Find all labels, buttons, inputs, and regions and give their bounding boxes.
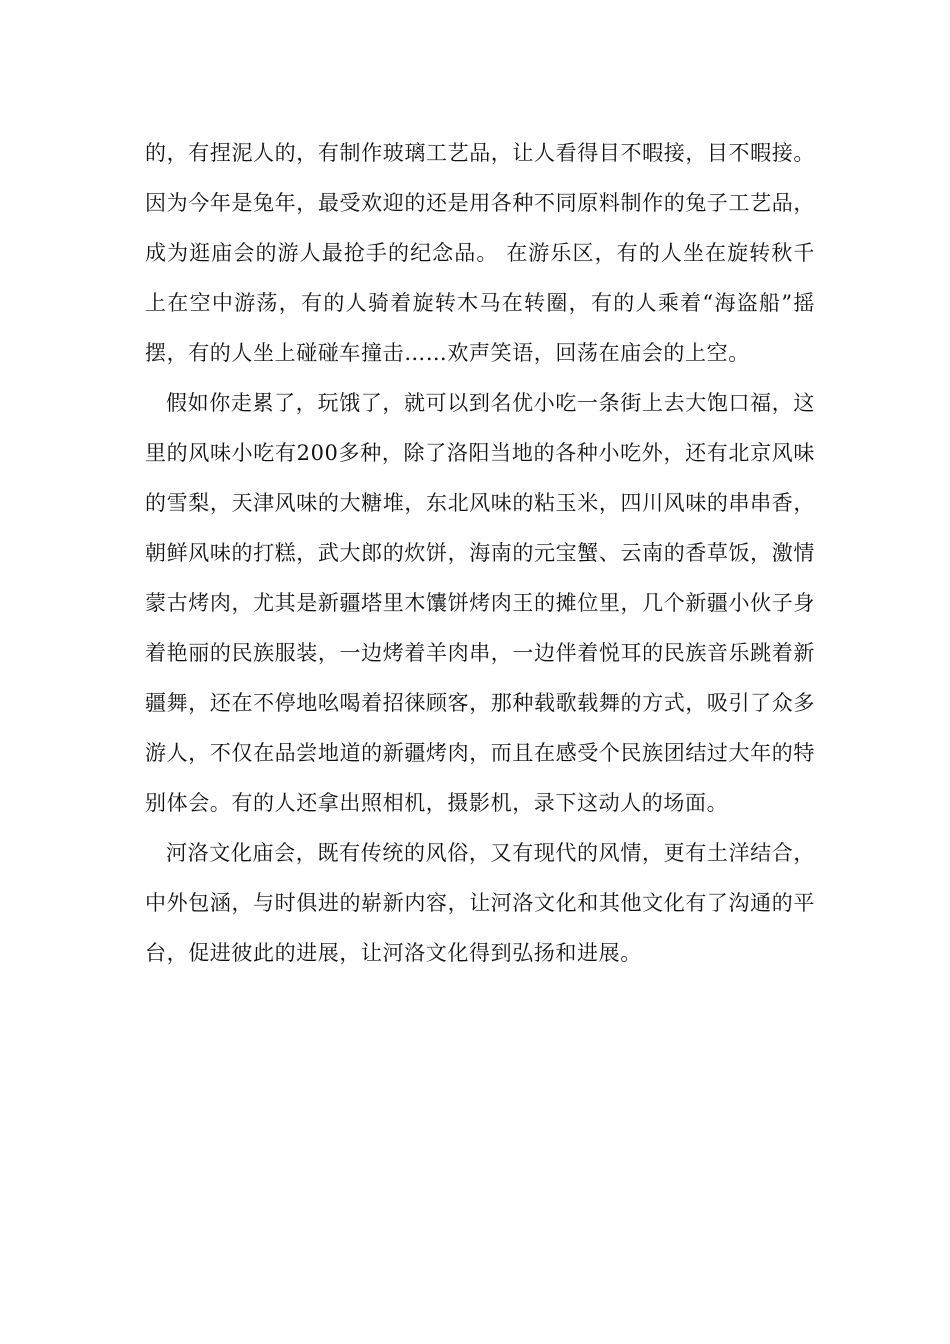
paragraph-2: 假如你走累了，玩饿了，就可以到名优小吃一条街上去大饱口福，这里的风味小吃有200多种，除了洛阳当地的各种小吃外，还有北京风味的雪梨，天津风味的大糖堆，东北风味的粘玉米，四川风味的串串香，朝鲜风味的打糕，武大郎的炊饼，海南的元宝蟹、云南的香草饭，激情蒙古烤肉，尤其是新疆塔里木馕饼烤肉王的摊位里，几个新疆小伙子身着艳丽的民族服装，一边烤着羊肉串，一边伴着悦耳的民族音乐跳着新疆舞，还在不停地吆喝着招徕顾客，那种载歌载舞的方式，吸引了众多游人，不仅在品尝地道的新疆烤肉，而且在感受个民族团结过大年的特别体会。有的人还拿出照相机，摄影机，录下这动人的场面。 <box>145 391 815 815</box>
paragraph-1: 的，有捏泥人的，有制作玻璃工艺品，让人看得目不暇接，目不暇接。因为今年是兔年，最受欢迎的还是用各种不同原料制作的兔子工艺品，成为逛庙会的游人最抢手的纪念品。 在游乐区，有的人坐在旋转秋千上在空中游荡，有的人骑着旋转木马在转圈，有的人乘着“海盗船”摇摆，有的人坐上碰碰车撞击……欢声笑语，回荡在庙会的上空。 <box>145 141 815 365</box>
document-body <box>145 128 815 978</box>
paragraph-3: 河洛文化庙会，既有传统的风俗，又有现代的风情，更有土洋结合，中外包涵，与时俱进的崭新内容，让河洛文化和其他文化有了沟通的平台，促进彼此的进展，让河洛文化得到弘扬和进展。 <box>145 841 815 965</box>
